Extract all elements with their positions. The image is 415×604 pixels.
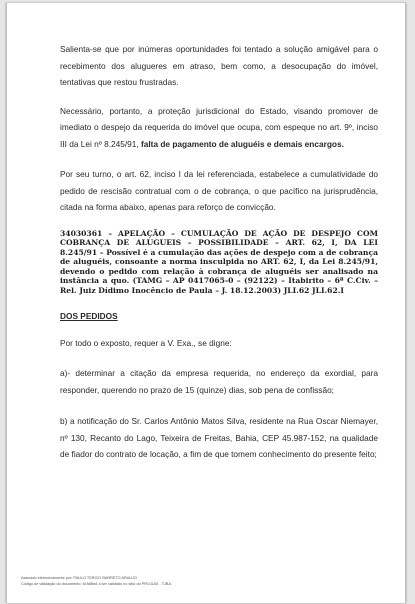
paragraph-eviction-text: Necessário, portanto, a proteção jurisdicional do Estado, visando promover de imediato o despejo da requerida do imóvel que ocupa, com espeque no art. 9º, inciso III da Lei nº 8.245/91, [60,105,378,149]
paragraph-requests-intro: Por todo o exposto, requer a V. Exa., se digne: [60,337,232,348]
paragraph-eviction-request [60,103,378,153]
footer-signed-by: Assinado eletronicamente por: PAULO TERCIO BARRETO ARAUJO [21,576,137,580]
request-item-a: a)- determinar a citação da empresa requerida, no endereço da exordial, para responder, querendo no prazo de 15 (quinze) dias, sob pena de confissão; [60,368,378,395]
footer-validation-code: Código de validação do documento: 61fd8fa4 a ser validado no sítio do PROJUDI - TJBA. [21,582,173,586]
jurisprudence-citation: 34030361 – APELAÇÃO – CUMULAÇÃO DE AÇÃO DE DESPEJO COM COBRANÇA DE ALUGUEIS – POSSIBILIDADE – ART. 62, I, DA LEI 8.245/91 – Possível é a cumulação das ações de despejo com a de cobrança de aluguéis, consoante a norma insculpida no ART. 62, I, da Lei 8.245/91, devendo o pedido com relação à cobrança de aluguéis ser analisado na instância a quo. (TAMG – AP 0417065-0 – (92122) – Itabirito – 6ª C.Civ. – Rel. Juiz Dídimo Inocêncio de Paula – J. 18.12.2003) JLI.62 JLI.62.I [60,228,378,296]
paragraph-cumulation: Por seu turno, o art. 62, inciso I da lei referenciada, estabelece a cumulatividade do pedido de rescisão contratual com o de cobrança, o que pacífico na jurisprudência, citada na forma abaixo, apenas para reforço de convicção. [60,169,378,212]
section-heading-pedidos: DOS PEDIDOS [60,310,118,321]
document-page [6,3,406,603]
paragraph-eviction-bold: falta de pagamento de aluguéis e demais encargos. [141,138,344,149]
signature-footer [21,575,172,587]
request-item-b: b) a notificação do Sr. Carlos Antônio Matos Silva, residente na Rua Oscar Niemayer, nº 130, Recanto do Lago, Teixeira de Freitas, Bahia, CEP 45.987-152, na qualidade de fiador do contrato de locação, a fim de que tomem conhecimento do presente feito; [60,416,378,460]
paragraph-amicable-attempts: Salienta-se que por inúmeras oportunidades foi tentado a solução amigável para o recebimento dos alugueres em atraso, bem como, a desocupação do imóvel, tentativas que restou frustradas. [60,44,378,87]
document-body [60,41,378,463]
